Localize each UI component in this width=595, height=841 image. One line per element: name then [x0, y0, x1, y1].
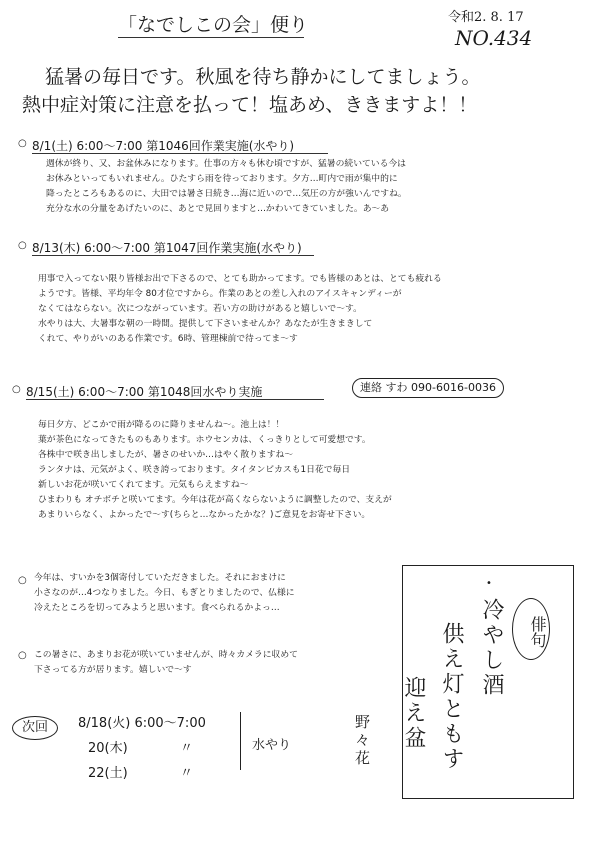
section-2-line: くれて、やりがいのある作業です。6時、管理棟前で待ってま～す	[38, 334, 298, 344]
section-1-line: 週休が終り、又、お盆休みになります。仕事の方々も休む頃ですが、猛暑の続いている今は	[46, 159, 406, 169]
note-1-line: 今年は、すいかを3個寄付していただきました。それにおまけに	[34, 573, 286, 583]
newsletter-title: 「なでしこの会」便り	[118, 14, 309, 36]
next-date-2: 20(木)	[88, 741, 128, 756]
section-2-line: なくてはならない。次につながっています。若い方の助けがあると嬉しいで～す。	[38, 304, 362, 314]
haiku-label: 俳句	[512, 598, 550, 660]
section-2-line: 用事で入ってない限り皆様お出で下さるので、とても助かってます。でも皆様のあとは、とても疲れる	[38, 274, 442, 284]
title-underline	[118, 37, 304, 38]
section-3-heading: 8/15(土) 6:00～7:00 第1048回水やり実施	[26, 385, 263, 399]
section-2-body	[38, 272, 583, 347]
next-session-label: 次回	[12, 716, 58, 740]
issue-date: 令和2. 8. 17	[448, 10, 524, 25]
note-1	[34, 571, 404, 616]
section-3-line: 毎日夕方、どこかで雨が降るのに降りませんね～。池上は！！	[38, 420, 285, 430]
note-2-line: 下さってる方が居ります。嬉しいで～す	[34, 665, 192, 675]
bullet-icon: ○	[18, 138, 27, 149]
section-1-heading: 8/1(土) 6:00～7:00 第1046回作業実施(水やり)	[32, 139, 295, 153]
bullet-icon: ○	[18, 240, 27, 251]
contact-phone: 連絡 すわ 090-6016-0036	[352, 378, 504, 398]
bullet-icon: ○	[18, 575, 27, 586]
section-1-line: 降ったところもあるのに、大田では暑さ日続き…海に近いので…気圧の方が強いんですね。	[46, 189, 407, 199]
haiku-line-2: 供え灯ともす	[439, 622, 464, 772]
headline-line-1: 猛暑の毎日です。秋風を待ち静かにしてましょう。	[45, 66, 481, 88]
section-2-underline	[32, 255, 314, 256]
note-2	[34, 648, 404, 678]
bullet-icon: ○	[12, 384, 21, 395]
next-date-1: 8/18(火) 6:00～7:00	[78, 716, 206, 731]
section-2-heading: 8/13(木) 6:00～7:00 第1047回作業実施(水やり)	[32, 241, 302, 255]
issue-number: NO.434	[455, 26, 533, 50]
section-2-line: 水やりは大、大暑事な朝の一時間。提供して下さいませんか？あなたが生きまきして	[38, 319, 373, 329]
schedule-bracket	[240, 712, 249, 770]
section-3-line: あまりいらなく、よかったで～す(ちらと…なかったかな？)ご意見をお寄せ下さい。	[38, 510, 371, 520]
note-2-line: この暑さに、あまりお花が咲いていませんが、時々カメラに収めて	[34, 650, 298, 660]
dot-icon: •	[486, 578, 492, 589]
section-1-line: 充分な水の分量をあげたいのに、あとで見回りますと…かわいてきていました。あ～あ	[46, 204, 390, 214]
ditto-mark: 〃	[180, 766, 194, 781]
note-1-line: 小さなのが…4つなりました。今日、もぎとりましたので、仏様に	[34, 588, 295, 598]
section-2-line: ようです。皆様、平均年令 80才位ですから。作業のあとの差し入れのアイスキャンディーが	[38, 289, 402, 299]
bullet-icon: ○	[18, 650, 27, 661]
note-1-line: 冷えたところを切ってみようと思います。食べられるかよっ…	[34, 603, 280, 613]
section-1-body	[46, 157, 586, 217]
section-3-line: 葉が茶色になってきたものもあります。ホウセンカは、くっきりとして可愛想です。	[38, 435, 371, 445]
haiku-line-3: 迎え盆	[401, 676, 426, 751]
section-3-line: 新しいお花が咲いてくれてます。元気もらえますね～	[38, 480, 249, 490]
section-1-line: お休みといってもいれません。ひたすら雨を待っております。夕方…町内で雨が集中的に	[46, 174, 398, 184]
section-3-line: ひまわりも オチボチと咲いてます。今年は花が高くならないように調整したので、支えが	[38, 495, 392, 505]
haiku-author: 野々花	[353, 714, 371, 768]
section-3-underline	[26, 399, 324, 400]
haiku-line-1: 冷やし酒	[479, 598, 504, 698]
ditto-mark: 〃	[180, 741, 194, 756]
section-3-line: 各株中で咲き出しましたが、暑さのせいか…はやく散りますね～	[38, 450, 294, 460]
section-3-line: ランタナは、元気がよく、咲き誇っております。タイタンビカスも1日花で毎日	[38, 465, 351, 475]
section-1-underline	[32, 153, 328, 154]
section-3-body	[38, 418, 586, 523]
next-activity: 水やり	[252, 738, 292, 753]
next-date-3: 22(土)	[88, 766, 128, 781]
headline-line-2: 熱中症対策に注意を払って！塩あめ、ききますよ！！	[22, 94, 478, 116]
